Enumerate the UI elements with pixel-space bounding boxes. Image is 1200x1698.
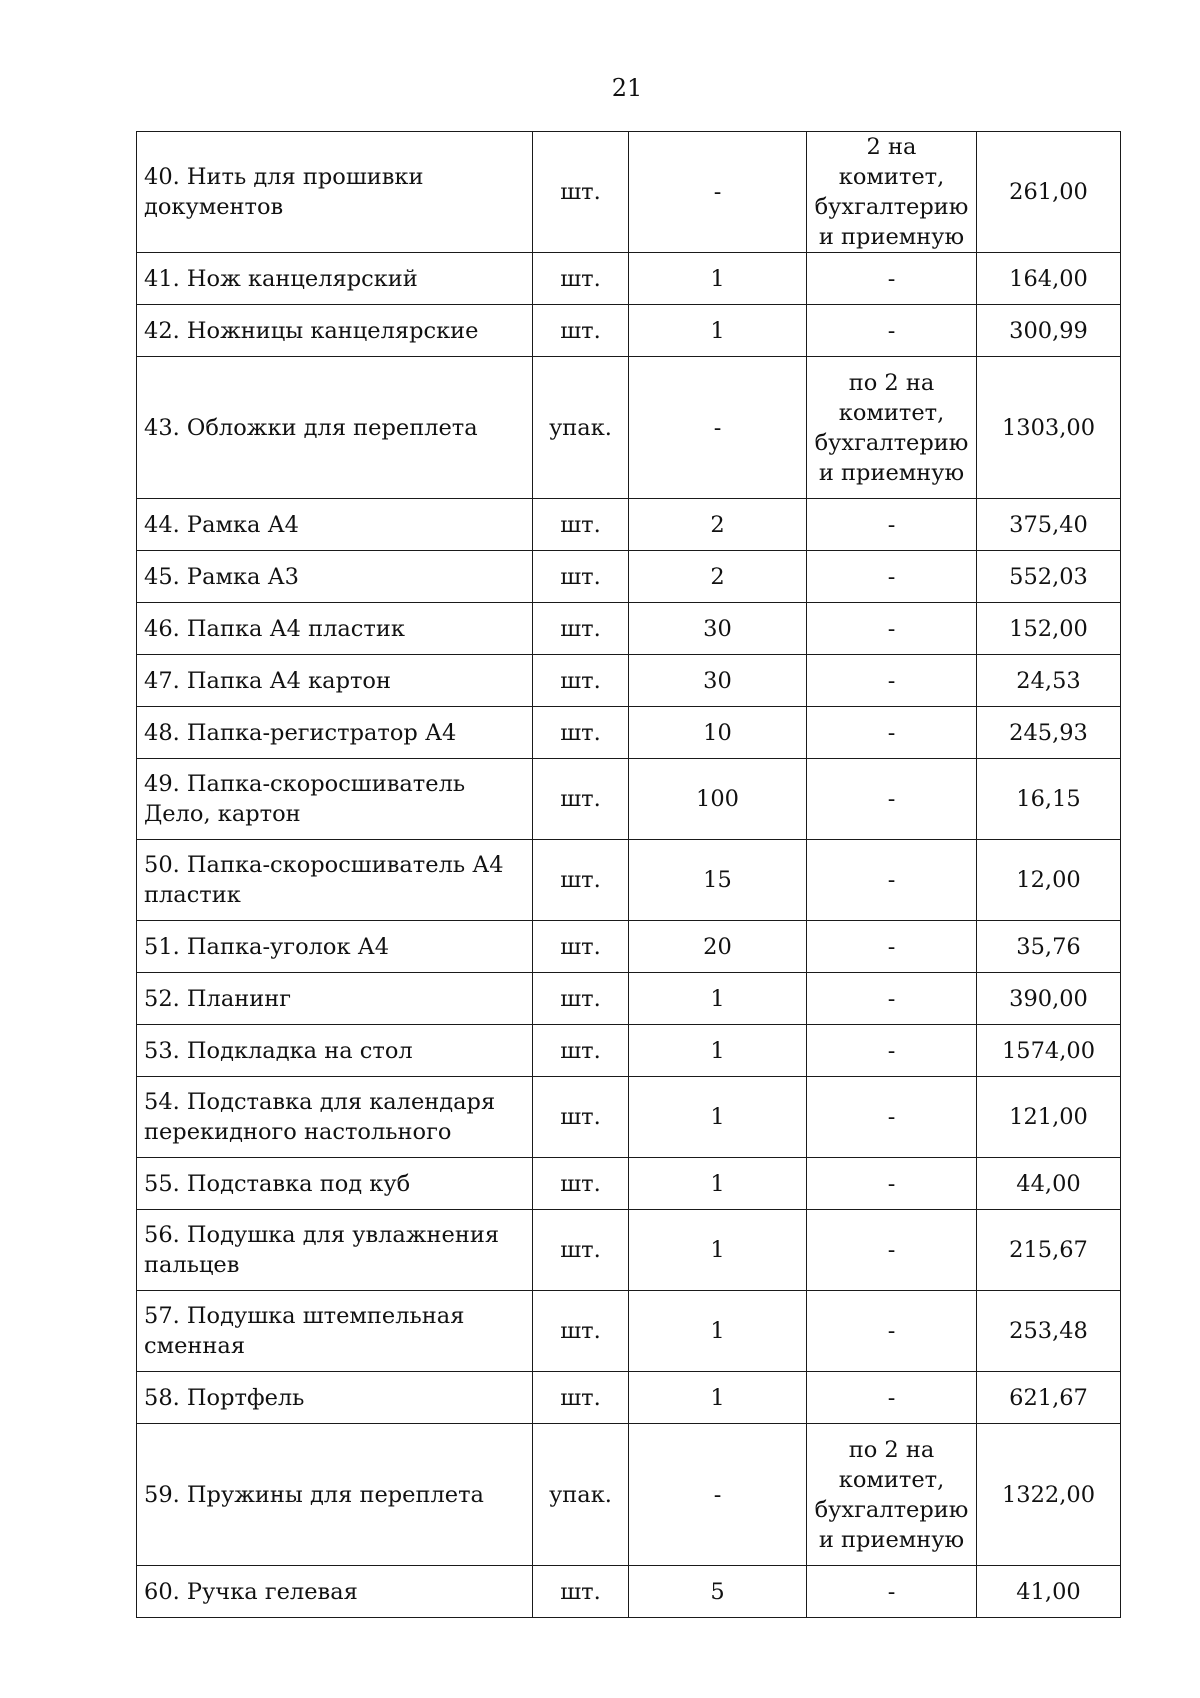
item-unit: шт. bbox=[533, 1566, 629, 1618]
item-note: - bbox=[807, 1372, 977, 1424]
item-name: 57. Подушка штемпельная сменная bbox=[137, 1291, 533, 1372]
item-quantity: 1 bbox=[629, 1077, 807, 1158]
item-unit: шт. bbox=[533, 1372, 629, 1424]
item-note: - bbox=[807, 603, 977, 655]
table-row-53 bbox=[137, 1025, 1121, 1077]
item-price: 215,67 bbox=[977, 1210, 1121, 1291]
item-quantity: 1 bbox=[629, 1291, 807, 1372]
item-name: 47. Папка А4 картон bbox=[137, 655, 533, 707]
item-unit: шт. bbox=[533, 1025, 629, 1077]
item-quantity: - bbox=[629, 357, 807, 499]
item-note: - bbox=[807, 1077, 977, 1158]
table-row-58 bbox=[137, 1372, 1121, 1424]
item-price: 1303,00 bbox=[977, 357, 1121, 499]
item-price: 253,48 bbox=[977, 1291, 1121, 1372]
item-unit: шт. bbox=[533, 1210, 629, 1291]
table-row-49 bbox=[137, 759, 1121, 840]
item-name: 58. Портфель bbox=[137, 1372, 533, 1424]
item-name: 45. Рамка А3 bbox=[137, 551, 533, 603]
item-name: 59. Пружины для переплета bbox=[137, 1424, 533, 1566]
item-price: 245,93 bbox=[977, 707, 1121, 759]
table-row-44 bbox=[137, 499, 1121, 551]
page-number: 21 bbox=[611, 74, 643, 102]
item-note: - bbox=[807, 1025, 977, 1077]
table-row-59 bbox=[137, 1424, 1121, 1566]
item-name: 40. Нить для прошивки документов bbox=[137, 132, 533, 253]
table-row-43 bbox=[137, 357, 1121, 499]
item-name: 50. Папка-скоросшиватель А4 пластик bbox=[137, 840, 533, 921]
item-price: 1574,00 bbox=[977, 1025, 1121, 1077]
item-name: 55. Подставка под куб bbox=[137, 1158, 533, 1210]
item-quantity: 1 bbox=[629, 253, 807, 305]
item-quantity: 1 bbox=[629, 1210, 807, 1291]
item-quantity: 1 bbox=[629, 973, 807, 1025]
item-note: 2 на комитет, бухгалтерию и приемную bbox=[807, 132, 977, 253]
item-name: 54. Подставка для календаря перекидного настольного bbox=[137, 1077, 533, 1158]
item-note: - bbox=[807, 253, 977, 305]
item-unit: шт. bbox=[533, 1077, 629, 1158]
item-unit: шт. bbox=[533, 973, 629, 1025]
item-note: - bbox=[807, 1566, 977, 1618]
item-note: - bbox=[807, 759, 977, 840]
table-row-48 bbox=[137, 707, 1121, 759]
table-row-40 bbox=[137, 132, 1121, 253]
item-quantity: 15 bbox=[629, 840, 807, 921]
item-unit: шт. bbox=[533, 840, 629, 921]
item-quantity: 30 bbox=[629, 655, 807, 707]
item-note: по 2 на комитет, бухгалтерию и приемную bbox=[807, 1424, 977, 1566]
item-name: 42. Ножницы канцелярские bbox=[137, 305, 533, 357]
item-unit: шт. bbox=[533, 551, 629, 603]
item-price: 621,67 bbox=[977, 1372, 1121, 1424]
table-row-57 bbox=[137, 1291, 1121, 1372]
item-quantity: 20 bbox=[629, 921, 807, 973]
item-unit: упак. bbox=[533, 357, 629, 499]
item-name: 52. Планинг bbox=[137, 973, 533, 1025]
item-quantity: 2 bbox=[629, 551, 807, 603]
item-unit: шт. bbox=[533, 305, 629, 357]
item-quantity: 2 bbox=[629, 499, 807, 551]
item-quantity: 100 bbox=[629, 759, 807, 840]
item-price: 44,00 bbox=[977, 1158, 1121, 1210]
item-price: 300,99 bbox=[977, 305, 1121, 357]
item-unit: шт. bbox=[533, 132, 629, 253]
item-unit: шт. bbox=[533, 759, 629, 840]
item-note: - bbox=[807, 707, 977, 759]
item-name: 43. Обложки для переплета bbox=[137, 357, 533, 499]
item-unit: упак. bbox=[533, 1424, 629, 1566]
item-price: 12,00 bbox=[977, 840, 1121, 921]
item-unit: шт. bbox=[533, 921, 629, 973]
item-note: - bbox=[807, 840, 977, 921]
item-price: 121,00 bbox=[977, 1077, 1121, 1158]
item-unit: шт. bbox=[533, 707, 629, 759]
table-row-56 bbox=[137, 1210, 1121, 1291]
item-name: 44. Рамка А4 bbox=[137, 499, 533, 551]
item-note: - bbox=[807, 973, 977, 1025]
item-name: 56. Подушка для увлажнения пальцев bbox=[137, 1210, 533, 1291]
item-quantity: 10 bbox=[629, 707, 807, 759]
table-row-41 bbox=[137, 253, 1121, 305]
table-row-46 bbox=[137, 603, 1121, 655]
item-quantity: 1 bbox=[629, 1025, 807, 1077]
table-row-54 bbox=[137, 1077, 1121, 1158]
table-body bbox=[137, 132, 1121, 1618]
table-row-51 bbox=[137, 921, 1121, 973]
item-name: 41. Нож канцелярский bbox=[137, 253, 533, 305]
item-name: 60. Ручка гелевая bbox=[137, 1566, 533, 1618]
supply-table bbox=[136, 131, 1121, 1618]
item-note: - bbox=[807, 1210, 977, 1291]
item-note: - bbox=[807, 499, 977, 551]
item-quantity: - bbox=[629, 1424, 807, 1566]
item-price: 261,00 bbox=[977, 132, 1121, 253]
item-name: 48. Папка-регистратор А4 bbox=[137, 707, 533, 759]
table-row-47 bbox=[137, 655, 1121, 707]
item-price: 16,15 bbox=[977, 759, 1121, 840]
item-quantity: - bbox=[629, 132, 807, 253]
item-note: - bbox=[807, 551, 977, 603]
item-price: 390,00 bbox=[977, 973, 1121, 1025]
item-price: 1322,00 bbox=[977, 1424, 1121, 1566]
item-unit: шт. bbox=[533, 499, 629, 551]
item-note: - bbox=[807, 305, 977, 357]
item-name: 53. Подкладка на стол bbox=[137, 1025, 533, 1077]
item-unit: шт. bbox=[533, 603, 629, 655]
item-price: 41,00 bbox=[977, 1566, 1121, 1618]
item-price: 552,03 bbox=[977, 551, 1121, 603]
table-row-55 bbox=[137, 1158, 1121, 1210]
item-unit: шт. bbox=[533, 1291, 629, 1372]
item-note: - bbox=[807, 921, 977, 973]
item-price: 375,40 bbox=[977, 499, 1121, 551]
item-price: 24,53 bbox=[977, 655, 1121, 707]
table-row-52 bbox=[137, 973, 1121, 1025]
item-note: - bbox=[807, 1291, 977, 1372]
item-quantity: 1 bbox=[629, 1372, 807, 1424]
table-row-45 bbox=[137, 551, 1121, 603]
item-unit: шт. bbox=[533, 1158, 629, 1210]
table-row-50 bbox=[137, 840, 1121, 921]
table-row-42 bbox=[137, 305, 1121, 357]
item-note: - bbox=[807, 1158, 977, 1210]
item-note: по 2 на комитет, бухгалтерию и приемную bbox=[807, 357, 977, 499]
item-name: 46. Папка А4 пластик bbox=[137, 603, 533, 655]
item-price: 152,00 bbox=[977, 603, 1121, 655]
item-quantity: 30 bbox=[629, 603, 807, 655]
item-quantity: 5 bbox=[629, 1566, 807, 1618]
item-unit: шт. bbox=[533, 253, 629, 305]
item-quantity: 1 bbox=[629, 305, 807, 357]
item-name: 49. Папка-скоросшиватель Дело, картон bbox=[137, 759, 533, 840]
table-row-60 bbox=[137, 1566, 1121, 1618]
item-quantity: 1 bbox=[629, 1158, 807, 1210]
item-name: 51. Папка-уголок А4 bbox=[137, 921, 533, 973]
item-price: 164,00 bbox=[977, 253, 1121, 305]
item-unit: шт. bbox=[533, 655, 629, 707]
item-note: - bbox=[807, 655, 977, 707]
item-price: 35,76 bbox=[977, 921, 1121, 973]
